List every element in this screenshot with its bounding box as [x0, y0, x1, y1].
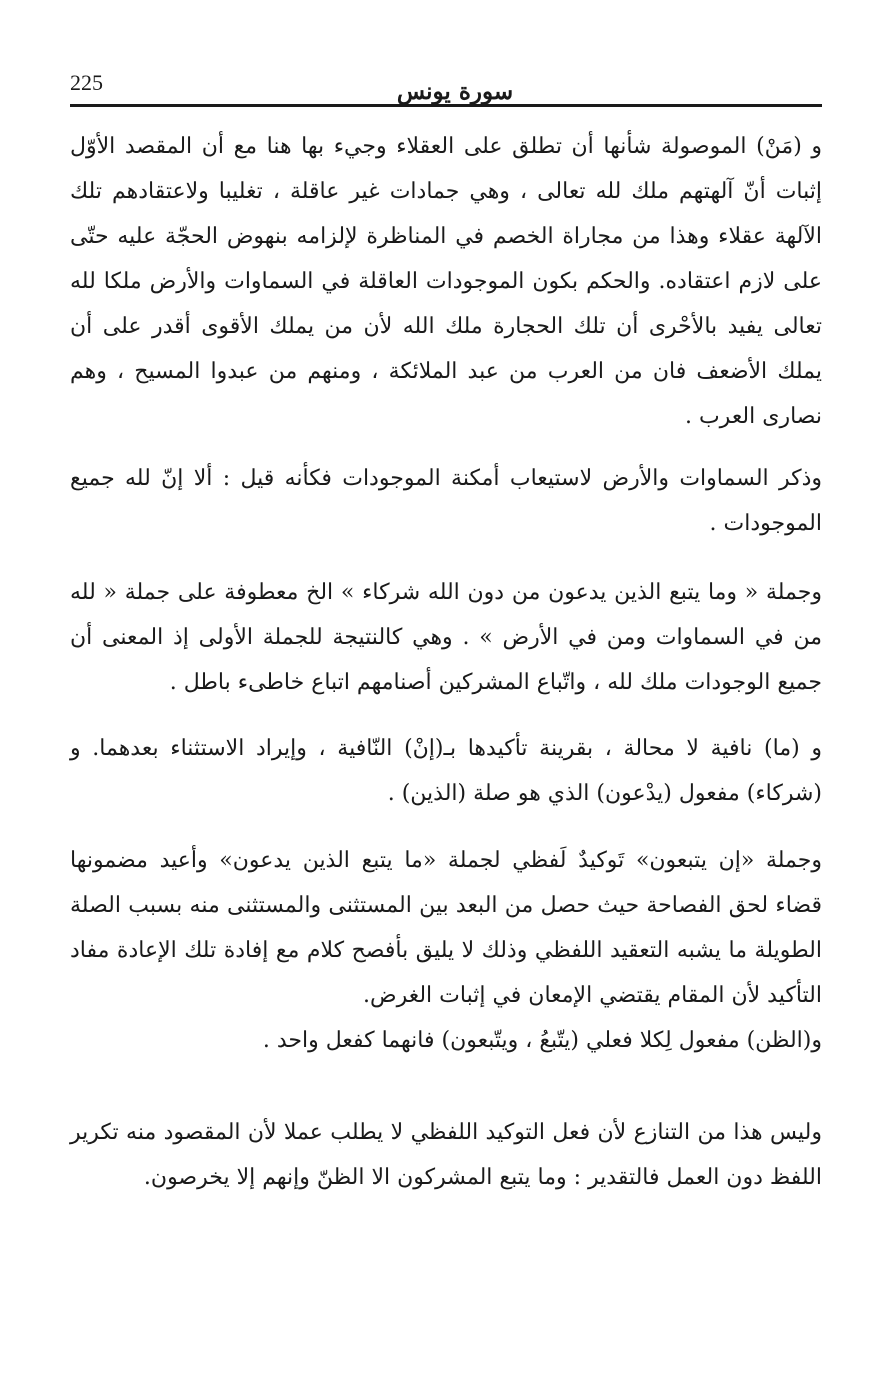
paragraph-2 — [70, 456, 822, 546]
paragraph-1 — [70, 124, 822, 439]
paragraph-7-text: وليس هذا من التنازع لأن فعل التوكيد اللفظي لا يطلب عملا لأن المقصود منه تكرير اللفظ دون العمل فالتقدير : وما يتبع المشركون الا الظنّ وإنهم إلا يخرصون. — [70, 1120, 822, 1190]
paragraph-3-text: وجملة « وما يتبع الذين يدعون من دون الله شركاء » الخ معطوفة على جملة « لله من في السماوات ومن في الأرض » . وهي كالنتيجة للجملة الأولى إذ المعنى أن جميع الوجودات ملك لله ، واتّباع المشركين أصنامهم اتباع خاطىء باطل . — [70, 580, 822, 695]
paragraph-6-text: و(الظن) مفعول لِكلا فعلي (يتّبعُ ، ويتّبعون) فانهما كفعل واحد . — [262, 1028, 822, 1053]
header-rule — [70, 104, 822, 107]
paragraph-1-text: و (مَنْ) الموصولة شأنها أن تطلق على العقلاء وجيء بها هنا مع أن المقصد الأوّل إثبات أنّ آلهتهم ملك لله تعالى ، وهي جمادات غير عاقلة ، تغليبا ولاعتقادهم تلك الآلهة عقلاء وهذا من مجاراة الخصم في المناظرة لإلزامه بنهوض الحجّة عليه حتّى على لازم اعتقاده. والحكم بكون الموجودات العاقلة في السماوات والأرض ملكا لله تعالى يفيد بالأحْرى أن تلك الحجارة ملك الله لأن من يملك الأقوى أقدر على أن يملك الأضعف فان من العرب من عبد الملائكة ، ومنهم من عبدوا المسيح ، وهم نصارى العرب . — [70, 134, 823, 429]
paragraph-4-text: و (ما) نافية لا محالة ، بقرينة تأكيدها بـ(إنْ) النّافية ، وإيراد الاستثناء بعدهما. و (شركاء) مفعول (يدْعون) الذي هو صلة (الذين) . — [70, 736, 822, 806]
paragraph-3 — [70, 570, 822, 705]
paragraph-2-text: وذكر السماوات والأرض لاستيعاب أمكنة الموجودات فكأنه قيل : ألا إنّ لله جميع الموجودات . — [70, 466, 822, 536]
paragraph-5-text: وجملة «إن يتبعون» تَوكيدٌ لَفظي لجملة «ما يتبع الذين يدعون» وأعيد مضمونها قضاء لحق الفصاحة حيث حصل من البعد بين المستثنى والمستثنى منه بسبب الصلة الطويلة ما يشبه التعقيد اللفظي وذلك لا يليق بأفصح كلام مع إفادة تلك الإعادة مفاد التأكيد لأن المقام يقتضي الإمعان في إثبات الغرض. — [70, 848, 822, 1008]
paragraph-6 — [70, 1018, 822, 1063]
page-number: 225 — [70, 70, 103, 95]
paragraph-5 — [70, 838, 822, 1018]
running-head: سورة يونس — [396, 78, 514, 105]
paragraph-7 — [70, 1110, 822, 1200]
paragraph-4 — [70, 726, 822, 816]
